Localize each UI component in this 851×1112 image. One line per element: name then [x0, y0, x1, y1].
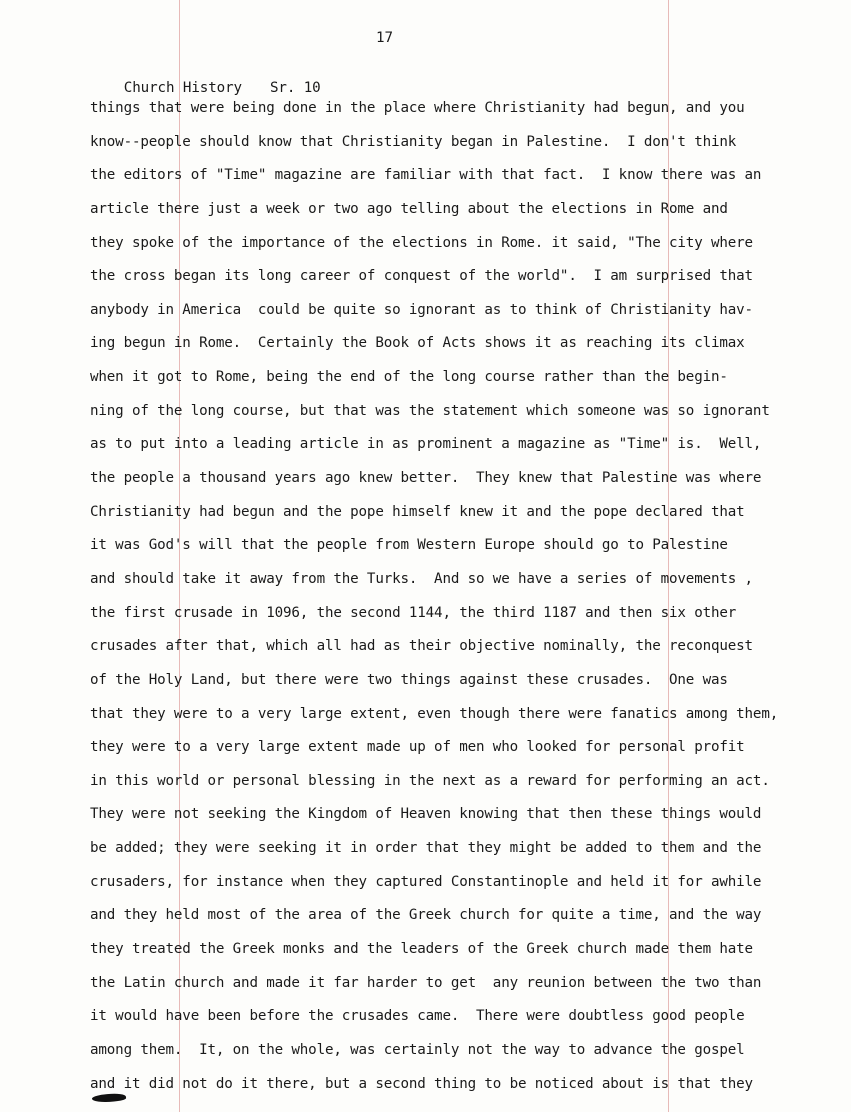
text-line: crusaders, for instance when they captured Constantinople and held it for awhile — [90, 873, 762, 890]
text-line: the cross began its long career of conquest of the world". I am surprised that — [90, 268, 753, 285]
text-line: anybody in America could be quite so ignorant as to think of Christianity hav- — [90, 301, 753, 318]
text-line: they treated the Greek monks and the leaders of the Greek church made them hate — [90, 941, 753, 958]
text-line: the people a thousand years ago knew better. They knew that Palestine was where — [90, 470, 762, 487]
text-line: as to put into a leading article in as prominent a magazine as "Time" is. Well, — [90, 436, 762, 453]
text-line: it would have been before the crusades came. There were doubtless good people — [90, 1008, 745, 1025]
text-line: in this world or personal blessing in the next as a reward for performing an act. — [90, 772, 770, 789]
text-line: ning of the long course, but that was the statement which someone was so ignorant — [90, 402, 770, 419]
text-line: Christianity had begun and the pope himself knew it and the pope declared that — [90, 503, 745, 520]
text-line: ing begun in Rome. Certainly the Book of Acts shows it as reaching its climax — [90, 335, 745, 352]
text-line: crusades after that, which all had as their objective nominally, the reconquest — [90, 638, 753, 655]
text-line: it was God's will that the people from Western Europe should go to Palestine — [90, 537, 728, 554]
text-line: that they were to a very large extent, even though there were fanatics among them, — [90, 705, 779, 722]
text-line: article there just a week or two ago telling about the elections in Rome and — [90, 200, 728, 217]
body-text — [90, 98, 810, 1107]
text-line: the first crusade in 1096, the second 1144, the third 1187 and then six other — [90, 604, 737, 621]
header-title: Church History — [123, 80, 242, 96]
page-number: 17 — [376, 30, 393, 46]
text-line: of the Holy Land, but there were two things against these crusades. One was — [90, 671, 728, 688]
text-line: they spoke of the importance of the elections in Rome. it said, "The city where — [90, 234, 753, 251]
text-line: They were not seeking the Kingdom of Heaven knowing that then these things would — [90, 806, 762, 823]
text-line: when it got to Rome, being the end of the long course rather than the begin- — [90, 369, 728, 386]
header-series: Sr. 10 — [269, 80, 321, 96]
text-line: things that were being done in the place where Christianity had begun, and you — [90, 100, 745, 116]
text-line: and it did not do it there, but a second thing to be noticed about is that they — [90, 1075, 753, 1092]
text-line: and should take it away from the Turks. And so we have a series of movements , — [90, 570, 753, 587]
text-line: know--people should know that Christianity began in Palestine. I don't think — [90, 133, 737, 150]
text-line: among them. It, on the whole, was certainly not the way to advance the gospel — [90, 1041, 745, 1058]
text-line: and they held most of the area of the Greek church for quite a time, and the way — [90, 907, 762, 924]
text-line: the editors of "Time" magazine are familiar with that fact. I know there was an — [90, 167, 762, 184]
text-line: the Latin church and made it far harder to get any reunion between the two than — [90, 974, 762, 991]
text-line: be added; they were seeking it in order that they might be added to them and the — [90, 840, 762, 857]
text-line: they were to a very large extent made up of men who looked for personal profit — [90, 739, 745, 756]
